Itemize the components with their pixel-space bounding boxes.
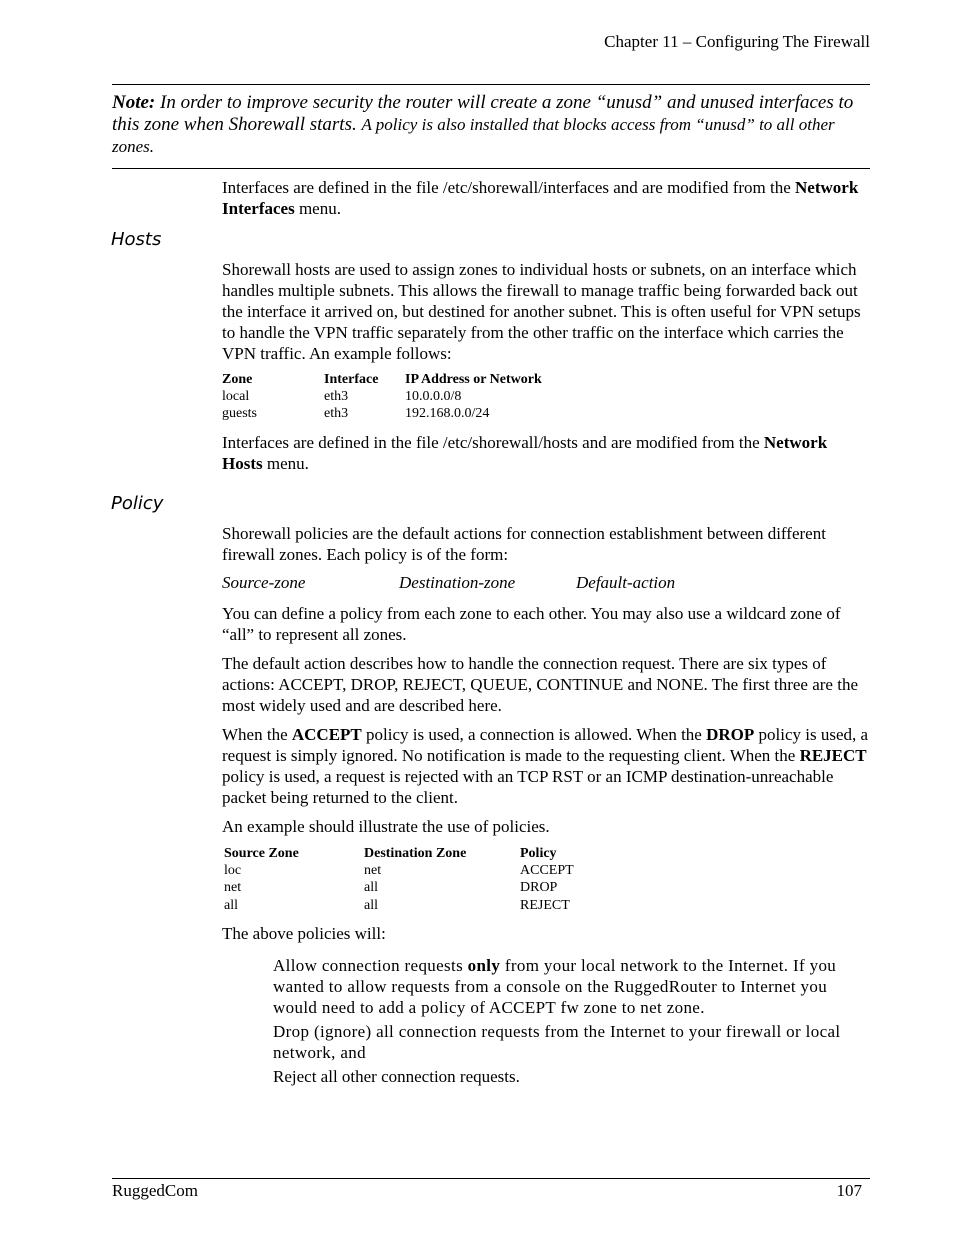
page-number: 107 bbox=[836, 1181, 862, 1200]
hosts-header-interface: Interface bbox=[324, 372, 379, 387]
header-rule bbox=[112, 84, 870, 85]
drop-keyword: DROP bbox=[706, 725, 755, 744]
syntax-destination-zone: Destination-zone bbox=[399, 573, 516, 592]
table-cell: eth3 bbox=[324, 389, 349, 404]
policy-heading: Policy bbox=[111, 493, 164, 514]
policy-actions-explained-paragraph bbox=[222, 724, 870, 808]
table-cell: all bbox=[364, 880, 378, 895]
hosts-header-ip: IP Address or Network bbox=[405, 372, 542, 387]
policy-wildcard-paragraph: You can define a policy from each zone to each other. You may also use a wildcard zone of “all” to represent all zones. bbox=[222, 604, 841, 644]
policy-text: policy is used, a connection is allowed. When the bbox=[361, 725, 707, 744]
reject-keyword: REJECT bbox=[799, 746, 867, 765]
running-header: Chapter 11 – Configuring The Firewall bbox=[604, 32, 870, 51]
policy-table bbox=[224, 845, 624, 915]
hosts-paragraph: Shorewall hosts are used to assign zones to individual hosts or subnets, on an interface which handles multiple subnets. This allows the firewall to manage traffic being forwarded back out the interface it arrived on, but destined for another subnet. This is often useful for VPN setups to handle the VPN traffic separately from the other traffic on the interface which carries the VPN traffic. An example follows: bbox=[222, 260, 861, 363]
hosts-header-zone: Zone bbox=[222, 372, 253, 387]
hosts-file-text: Interfaces are defined in the file /etc/shorewall/hosts and are modified from the bbox=[222, 433, 764, 452]
hosts-file-text-tail: menu. bbox=[262, 454, 309, 473]
policy-actions-paragraph: The default action describes how to handle the connection request. There are six types of actions: ACCEPT, DROP, REJECT, QUEUE, CONTINUE and NONE. The first three are the most widely used and are described here. bbox=[222, 654, 858, 715]
table-cell: local bbox=[222, 389, 250, 404]
accept-keyword: ACCEPT bbox=[291, 725, 362, 744]
footer-rule bbox=[112, 1178, 870, 1179]
hosts-table bbox=[222, 371, 622, 425]
syntax-default-action: Default-action bbox=[576, 573, 676, 592]
table-cell: 10.0.0.0/8 bbox=[405, 389, 462, 404]
list-item: Drop (ignore) all connection requests from the Internet to your firewall or local network, and bbox=[273, 1022, 841, 1062]
policy-header-destination: Destination Zone bbox=[364, 846, 467, 861]
note-text-policy: A policy is also installed that blocks access from “unusd” to all other zones. bbox=[112, 115, 835, 156]
interfaces-text-tail: menu. bbox=[294, 199, 341, 218]
table-cell: REJECT bbox=[520, 898, 570, 913]
table-cell: 192.168.0.0/24 bbox=[405, 406, 490, 421]
table-cell: ACCEPT bbox=[520, 863, 574, 878]
interfaces-text: Interfaces are defined in the file /etc/shorewall/interfaces and are modified from the bbox=[222, 178, 796, 197]
table-cell: all bbox=[364, 898, 378, 913]
table-cell: net bbox=[224, 880, 242, 895]
syntax-source-zone: Source-zone bbox=[222, 573, 306, 592]
table-cell: loc bbox=[224, 863, 242, 878]
policy-example-intro: An example should illustrate the use of policies. bbox=[222, 817, 550, 836]
hosts-menu-name: Network Hosts bbox=[222, 433, 828, 473]
policy-syntax bbox=[222, 573, 870, 595]
table-cell: DROP bbox=[520, 880, 558, 895]
only-keyword: only bbox=[467, 956, 501, 975]
note-rule bbox=[112, 168, 870, 169]
policy-header-policy: Policy bbox=[520, 846, 557, 861]
policy-text: policy is used, a request is simply ignored. No notification is made to the requesting client. When the bbox=[222, 725, 869, 765]
list-item bbox=[273, 955, 873, 1018]
table-cell: all bbox=[224, 898, 238, 913]
footer-company: RuggedCom bbox=[112, 1181, 198, 1200]
policy-header-source: Source Zone bbox=[224, 846, 299, 861]
table-cell: guests bbox=[222, 406, 257, 421]
policy-summary-intro: The above policies will: bbox=[222, 924, 386, 943]
policy-intro-paragraph: Shorewall policies are the default actions for connection establishment between different firewall zones. Each policy is of the form: bbox=[222, 524, 826, 564]
bullet-text: Allow connection requests bbox=[273, 956, 468, 975]
policy-text: policy is used, a request is rejected with an TCP RST or an ICMP destination-unreachable packet being returned to the client. bbox=[222, 767, 834, 807]
bullet-text: from your local network to the Internet. If you wanted to allow requests from a console on the RuggedRouter to Internet you would need to add a policy of ACCEPT fw zone to net zone. bbox=[273, 956, 837, 1017]
note-text: In order to improve security the router will create a zone “unusd” and unused interfaces to this zone when Shorewall starts. bbox=[112, 92, 854, 135]
hosts-heading: Hosts bbox=[111, 229, 162, 250]
interfaces-paragraph bbox=[222, 177, 870, 219]
note-label: Note: bbox=[112, 92, 156, 113]
interfaces-menu-name: Network Interfaces bbox=[222, 178, 859, 218]
table-cell: eth3 bbox=[324, 406, 349, 421]
policy-text: When the bbox=[222, 725, 292, 744]
security-note bbox=[112, 92, 870, 158]
hosts-file-paragraph bbox=[222, 432, 870, 474]
table-cell: net bbox=[364, 863, 382, 878]
list-item: Reject all other connection requests. bbox=[273, 1067, 520, 1086]
